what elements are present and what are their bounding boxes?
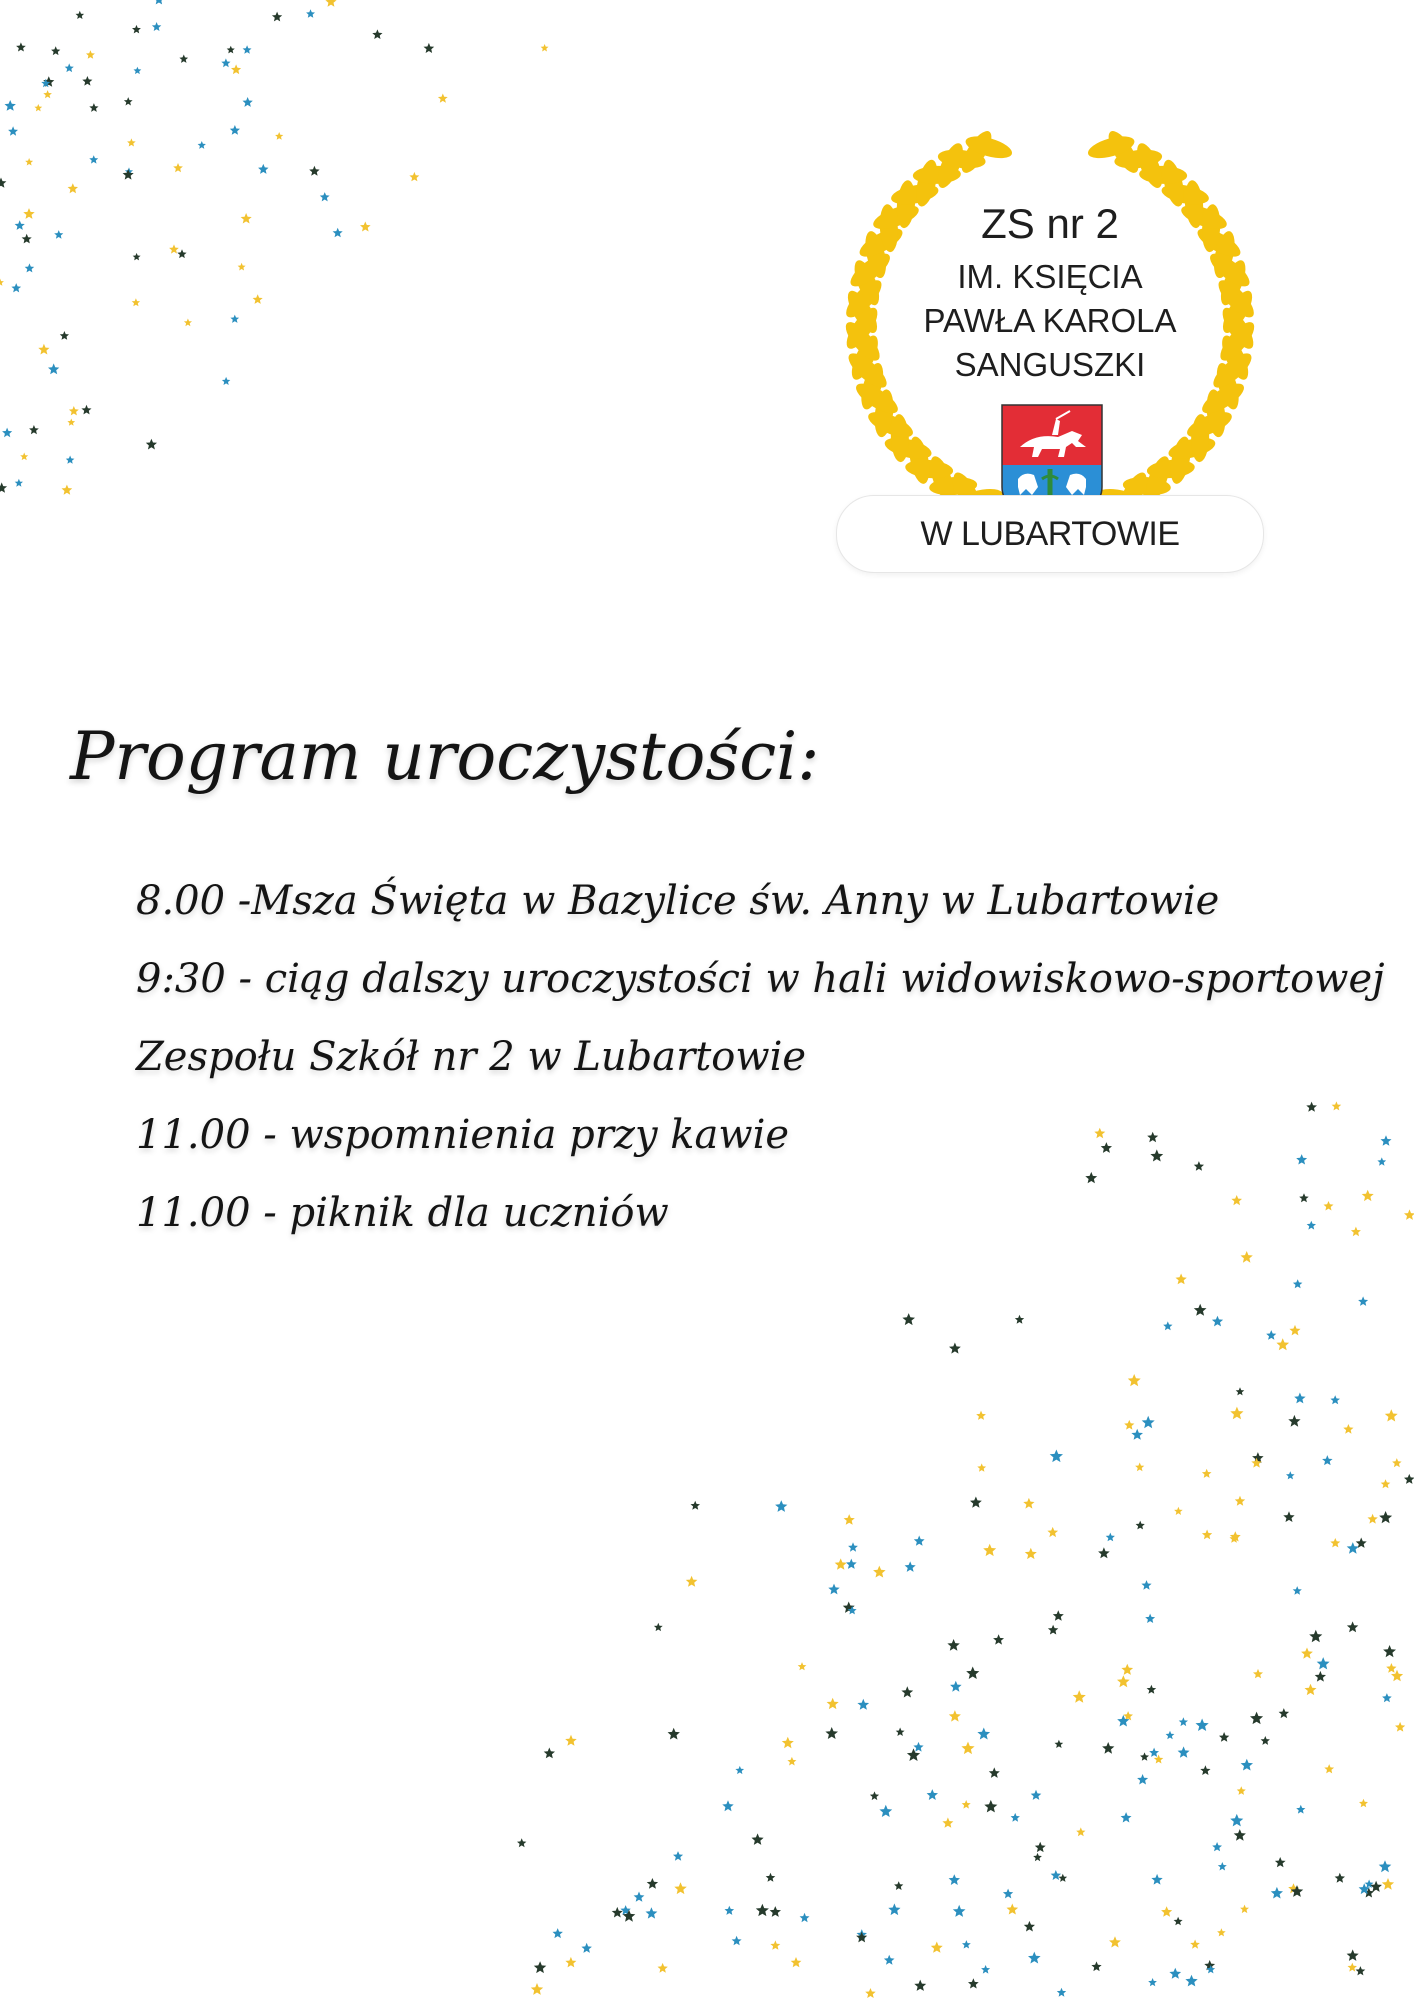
- confetti-star-icon: [134, 67, 142, 74]
- confetti-star-icon: [1023, 1498, 1034, 1509]
- confetti-star-icon: [581, 1943, 592, 1953]
- confetti-star-icon: [325, 0, 336, 7]
- confetti-star-icon: [0, 482, 7, 492]
- confetti-star-icon: [857, 1699, 869, 1710]
- confetti-star-icon: [133, 253, 141, 261]
- confetti-star-icon: [949, 1874, 960, 1885]
- confetti-star-icon: [756, 1904, 769, 1916]
- confetti-star-icon: [89, 155, 98, 163]
- confetti-star-icon: [173, 163, 183, 172]
- confetti-star-icon: [1121, 1812, 1132, 1822]
- confetti-star-icon: [15, 220, 25, 230]
- confetti-star-icon: [1200, 1765, 1210, 1775]
- program-list: [136, 862, 1396, 1252]
- confetti-star-icon: [1379, 1860, 1392, 1872]
- confetti-star-icon: [1241, 1251, 1253, 1263]
- confetti-star-icon: [1276, 1338, 1289, 1350]
- confetti-star-icon: [844, 1514, 855, 1525]
- confetti-star-icon: [306, 9, 315, 17]
- confetti-star-icon: [67, 419, 75, 426]
- confetti-star-icon: [275, 132, 283, 140]
- confetti-star-icon: [1235, 1496, 1245, 1506]
- confetti-star-icon: [1169, 1968, 1181, 1979]
- confetti-star-icon: [38, 344, 49, 355]
- confetti-star-icon: [1048, 1625, 1058, 1635]
- confetti-star-icon: [1007, 1904, 1019, 1915]
- confetti-star-icon: [1365, 1880, 1374, 1888]
- confetti-star-icon: [879, 1805, 892, 1817]
- confetti-star-icon: [953, 1905, 966, 1917]
- confetti-star-icon: [1024, 1921, 1035, 1932]
- confetti-star-icon: [668, 1728, 680, 1740]
- confetti-star-icon: [770, 1940, 780, 1949]
- confetti-star-icon: [222, 377, 230, 385]
- confetti-star-icon: [981, 1965, 990, 1974]
- confetti-star-icon: [1271, 1887, 1283, 1899]
- confetti-star-icon: [791, 1957, 802, 1967]
- confetti-star-icon: [1286, 1471, 1295, 1479]
- confetti-star-icon: [43, 90, 52, 98]
- confetti-star-icon: [1305, 1684, 1317, 1695]
- confetti-star-icon: [732, 1936, 742, 1946]
- confetti-star-icon: [81, 405, 91, 415]
- confetti-star-icon: [1296, 1805, 1305, 1814]
- confetti-star-icon: [1309, 1630, 1322, 1643]
- confetti-star-icon: [828, 1584, 839, 1595]
- confetti-star-icon: [15, 479, 23, 487]
- confetti-star-icon: [127, 138, 136, 146]
- confetti-star-icon: [1392, 1458, 1402, 1467]
- confetti-star-icon: [184, 319, 192, 327]
- confetti-star-icon: [1382, 1878, 1394, 1890]
- confetti-star-icon: [22, 234, 32, 244]
- confetti-star-icon: [1142, 1416, 1155, 1428]
- confetti-star-icon: [1347, 1542, 1359, 1554]
- confetti-star-icon: [942, 1817, 953, 1827]
- confetti-star-icon: [1382, 1693, 1392, 1702]
- confetti-star-icon: [612, 1907, 623, 1918]
- confetti-star-icon: [927, 1789, 938, 1800]
- confetti-star-icon: [1124, 1420, 1134, 1430]
- confetti-star-icon: [231, 64, 241, 74]
- confetti-star-icon: [1025, 1548, 1037, 1559]
- confetti-star-icon: [1131, 1429, 1143, 1440]
- confetti-star-icon: [86, 50, 95, 58]
- confetti-star-icon: [1185, 1975, 1197, 1987]
- confetti-star-icon: [553, 1928, 563, 1938]
- confetti-star-icon: [1301, 1648, 1313, 1659]
- confetti-star-icon: [1250, 1712, 1263, 1725]
- confetti-star-icon: [1028, 1952, 1041, 1964]
- confetti-star-icon: [1347, 1621, 1358, 1632]
- confetti-star-icon: [827, 1698, 839, 1709]
- confetti-star-icon: [132, 298, 140, 306]
- confetti-star-icon: [884, 1955, 895, 1965]
- confetti-star-icon: [68, 183, 78, 193]
- confetti-star-icon: [905, 1561, 916, 1572]
- confetti-star-icon: [409, 172, 419, 181]
- confetti-star-icon: [962, 1800, 971, 1809]
- confetti-star-icon: [1154, 1755, 1163, 1764]
- confetti-star-icon: [1136, 1521, 1145, 1530]
- confetti-star-icon: [1161, 1906, 1172, 1917]
- confetti-star-icon: [66, 456, 75, 464]
- confetti-star-icon: [1057, 1988, 1066, 1997]
- confetti-star-icon: [1253, 1669, 1263, 1678]
- confetti-star-icon: [947, 1639, 959, 1651]
- confetti-star-icon: [1379, 1511, 1392, 1523]
- emblem-patron-line-1: IM. KSIĘCIA: [957, 258, 1143, 295]
- confetti-star-icon: [735, 1766, 744, 1774]
- confetti-star-icon: [1174, 1507, 1183, 1515]
- confetti-star-icon: [825, 1727, 838, 1739]
- confetti-star-icon: [1091, 1961, 1101, 1971]
- confetti-star-icon: [230, 125, 240, 135]
- confetti-star-icon: [54, 230, 63, 239]
- confetti-star-icon: [1348, 1963, 1358, 1972]
- confetti-star-icon: [1047, 1527, 1058, 1537]
- emblem-patron-line-2: PAWŁA KAROLA: [923, 302, 1177, 339]
- confetti-star-icon: [76, 11, 85, 19]
- confetti-star-icon: [1147, 1685, 1157, 1694]
- confetti-star-icon: [646, 1907, 658, 1918]
- confetti-star-icon: [333, 228, 343, 238]
- program-item: 8.00 -Msza Święta w Bazylice św. Anny w Lubartowie: [136, 878, 1220, 924]
- confetti-star-icon: [901, 1686, 913, 1697]
- confetti-star-icon: [914, 1536, 925, 1546]
- confetti-star-icon: [835, 1558, 847, 1569]
- confetti-star-icon: [888, 1903, 900, 1915]
- confetti-star-icon: [1212, 1842, 1222, 1851]
- confetti-star-icon: [634, 1892, 645, 1902]
- confetti-star-icon: [243, 97, 253, 107]
- confetti-star-icon: [89, 103, 98, 112]
- confetti-star-icon: [970, 1497, 982, 1508]
- confetti-star-icon: [124, 97, 133, 105]
- confetti-star-icon: [1166, 1731, 1175, 1739]
- confetti-star-icon: [691, 1501, 701, 1510]
- confetti-star-icon: [1145, 1614, 1155, 1623]
- confetti-star-icon: [541, 44, 549, 52]
- confetti-star-icon: [873, 1566, 886, 1578]
- confetti-star-icon: [989, 1767, 1000, 1778]
- confetti-star-icon: [0, 279, 4, 286]
- confetti-star-icon: [11, 283, 21, 292]
- confetti-star-icon: [309, 166, 319, 176]
- confetti-star-icon: [1151, 1874, 1162, 1885]
- confetti-star-icon: [243, 45, 252, 54]
- confetti-star-icon: [1335, 1873, 1345, 1883]
- confetti-star-icon: [1098, 1547, 1110, 1558]
- confetti-star-icon: [770, 1906, 781, 1917]
- confetti-star-icon: [1109, 1936, 1121, 1947]
- confetti-star-icon: [1174, 1917, 1183, 1926]
- confetti-star-icon: [1033, 1853, 1042, 1861]
- confetti-star-icon: [968, 1978, 979, 1988]
- confetti-star-icon: [902, 1313, 915, 1325]
- confetti-star-icon: [565, 1957, 576, 1968]
- confetti-star-icon: [1358, 1296, 1368, 1306]
- confetti-star-icon: [1234, 1829, 1246, 1841]
- confetti-star-icon: [258, 164, 268, 174]
- confetti-star-icon: [132, 25, 141, 34]
- confetti-star-icon: [60, 331, 69, 340]
- confetti-star-icon: [65, 63, 74, 72]
- confetti-star-icon: [686, 1576, 698, 1587]
- confetti-star-icon: [1230, 1407, 1243, 1420]
- school-emblem: [820, 95, 1280, 585]
- confetti-star-icon: [360, 222, 371, 232]
- confetti-star-icon: [966, 1667, 979, 1680]
- confetti-star-icon: [949, 1710, 961, 1722]
- confetti-star-icon: [931, 1942, 943, 1953]
- confetti-star-icon: [1015, 1315, 1024, 1324]
- confetti-star-icon: [2, 428, 12, 438]
- confetti-star-icon: [722, 1800, 733, 1811]
- confetti-star-icon: [1003, 1889, 1013, 1899]
- confetti-star-icon: [372, 29, 382, 39]
- confetti-star-icon: [1293, 1279, 1303, 1288]
- confetti-star-icon: [1317, 1657, 1330, 1669]
- confetti-star-icon: [272, 12, 282, 22]
- confetti-star-icon: [1059, 1874, 1068, 1882]
- emblem-school-patron: [880, 255, 1220, 387]
- confetti-star-icon: [1117, 1675, 1130, 1687]
- confetti-star-icon: [1288, 1415, 1300, 1427]
- confetti-star-icon: [1279, 1708, 1290, 1718]
- confetti-star-icon: [800, 1913, 810, 1922]
- confetti-star-icon: [544, 1748, 555, 1759]
- confetti-star-icon: [950, 1681, 962, 1692]
- confetti-star-icon: [1011, 1813, 1020, 1822]
- confetti-star-icon: [913, 1742, 923, 1752]
- confetti-star-icon: [775, 1500, 787, 1512]
- confetti-star-icon: [914, 1980, 926, 1991]
- confetti-star-icon: [848, 1542, 858, 1551]
- confetti-star-icon: [1347, 1949, 1359, 1961]
- confetti-star-icon: [1178, 1746, 1190, 1757]
- confetti-star-icon: [1315, 1671, 1326, 1682]
- confetti-star-icon: [896, 1728, 905, 1737]
- confetti-star-icon: [962, 1940, 971, 1948]
- emblem-school-number: ZS nr 2: [981, 200, 1119, 247]
- confetti-star-icon: [1053, 1610, 1064, 1621]
- confetti-star-icon: [1395, 1722, 1405, 1732]
- confetti-star-icon: [1212, 1316, 1223, 1327]
- confetti-star-icon: [1135, 1463, 1144, 1472]
- confetti-star-icon: [241, 213, 252, 224]
- confetti-star-icon: [20, 453, 28, 461]
- confetti-star-icon: [1106, 1533, 1115, 1542]
- confetti-star-icon: [1035, 1842, 1046, 1852]
- confetti-star-icon: [1283, 1511, 1294, 1522]
- confetti-star-icon: [846, 1559, 857, 1569]
- confetti-star-icon: [1050, 1450, 1063, 1463]
- confetti-star-icon: [169, 244, 179, 253]
- confetti-star-icon: [198, 141, 206, 149]
- confetti-star-icon: [5, 100, 16, 111]
- confetti-star-icon: [1202, 1530, 1212, 1540]
- confetti-star-icon: [1149, 1748, 1159, 1757]
- confetti-star-icon: [531, 1983, 543, 1995]
- confetti-star-icon: [48, 363, 59, 374]
- confetti-star-icon: [227, 46, 235, 54]
- confetti-star-icon: [949, 1343, 961, 1354]
- confetti-star-icon: [1076, 1827, 1085, 1836]
- confetti-star-icon: [230, 315, 239, 323]
- confetti-star-icon: [82, 76, 92, 86]
- program-heading: Program uroczystości:: [70, 718, 820, 795]
- confetti-star-icon: [565, 1735, 577, 1746]
- confetti-star-icon: [1368, 1514, 1378, 1524]
- confetti-star-icon: [1128, 1374, 1141, 1386]
- confetti-star-icon: [654, 1623, 663, 1631]
- confetti-star-icon: [1163, 1321, 1172, 1330]
- confetti-star-icon: [1240, 1905, 1249, 1914]
- confetti-star-icon: [253, 294, 263, 304]
- confetti-star-icon: [1383, 1645, 1396, 1657]
- confetti-star-icon: [1141, 1580, 1151, 1590]
- confetti-star-icon: [1194, 1304, 1207, 1316]
- confetti-star-icon: [1237, 1786, 1246, 1795]
- confetti-star-icon: [1236, 1387, 1245, 1395]
- confetti-star-icon: [1202, 1469, 1212, 1478]
- confetti-star-icon: [1140, 1752, 1149, 1760]
- confetti-star-icon: [870, 1791, 879, 1800]
- confetti-star-icon: [782, 1737, 794, 1749]
- confetti-star-icon: [983, 1544, 996, 1556]
- confetti-star-icon: [1275, 1857, 1286, 1867]
- confetti-star-icon: [977, 1728, 990, 1740]
- confetti-star-icon: [1121, 1664, 1133, 1675]
- confetti-star-icon: [1148, 1978, 1157, 1986]
- confetti-star-icon: [1217, 1928, 1226, 1936]
- confetti-star-icon: [1404, 1209, 1414, 1220]
- confetti-star-icon: [1343, 1424, 1353, 1434]
- confetti-star-icon: [1330, 1538, 1340, 1547]
- confetti-star-icon: [673, 1851, 683, 1861]
- confetti-star-icon: [438, 94, 448, 103]
- confetti-star-icon: [238, 263, 246, 271]
- confetti-star-icon: [25, 263, 35, 272]
- confetti-star-icon: [1261, 1736, 1270, 1745]
- confetti-star-icon: [51, 46, 60, 55]
- emblem-patron-line-3: SANGUSZKI: [954, 346, 1146, 383]
- confetti-star-icon: [1218, 1862, 1227, 1871]
- confetti-star-icon: [179, 55, 188, 63]
- confetti-star-icon: [1370, 1881, 1382, 1892]
- program-item: 9:30 - ciąg dalszy uroczystości w hali widowiskowo-sportowej: [136, 956, 1385, 1002]
- confetti-star-icon: [1051, 1870, 1062, 1880]
- confetti-star-icon: [1230, 1814, 1243, 1827]
- confetti-star-icon: [320, 192, 330, 201]
- confetti-star-icon: [647, 1878, 658, 1889]
- confetti-star-icon: [1404, 1474, 1414, 1484]
- confetti-star-icon: [1073, 1690, 1086, 1703]
- confetti-star-icon: [177, 249, 186, 258]
- confetti-star-icon: [1293, 1586, 1302, 1595]
- confetti-star-icon: [34, 104, 42, 111]
- confetti-star-icon: [894, 1881, 903, 1890]
- confetti-star-icon: [8, 126, 18, 135]
- emblem-location-label: W LUBARTOWIE: [836, 495, 1264, 573]
- confetti-star-icon: [993, 1634, 1004, 1644]
- confetti-star-icon: [1289, 1325, 1300, 1336]
- confetti-star-icon: [977, 1463, 986, 1471]
- confetti-star-icon: [146, 439, 157, 450]
- confetti-star-icon: [25, 158, 33, 166]
- confetti-star-icon: [152, 22, 161, 31]
- confetti-star-icon: [752, 1833, 764, 1845]
- confetti-star-icon: [1381, 1479, 1391, 1488]
- confetti-star-icon: [976, 1411, 986, 1420]
- confetti-star-icon: [1031, 1790, 1042, 1800]
- confetti-star-icon: [1385, 1409, 1398, 1421]
- confetti-star-icon: [517, 1838, 526, 1847]
- confetti-star-icon: [961, 1742, 974, 1755]
- confetti-star-icon: [1179, 1717, 1188, 1726]
- confetti-star-icon: [658, 1963, 668, 1973]
- confetti-star-icon: [221, 58, 230, 67]
- confetti-star-icon: [1330, 1395, 1340, 1404]
- confetti-star-icon: [798, 1662, 807, 1670]
- confetti-star-icon: [787, 1757, 796, 1766]
- confetti-star-icon: [725, 1906, 735, 1915]
- confetti-star-icon: [766, 1873, 776, 1882]
- confetti-star-icon: [1356, 1538, 1367, 1548]
- confetti-star-icon: [1386, 1663, 1396, 1673]
- confetti-star-icon: [1359, 1799, 1368, 1808]
- confetti-star-icon: [674, 1882, 687, 1894]
- confetti-star-icon: [154, 0, 164, 4]
- confetti-star-icon: [62, 485, 73, 495]
- confetti-star-icon: [907, 1748, 920, 1761]
- confetti-star-icon: [1294, 1393, 1305, 1404]
- confetti-star-icon: [1102, 1742, 1114, 1754]
- confetti-star-icon: [534, 1961, 547, 1973]
- program-item: 11.00 - wspomnienia przy kawie: [136, 1112, 790, 1158]
- confetti-star-icon: [1356, 1966, 1366, 1975]
- confetti-star-icon: [0, 178, 6, 188]
- confetti-star-icon: [23, 208, 34, 219]
- confetti-star-icon: [424, 43, 435, 53]
- confetti-star-icon: [1055, 1740, 1064, 1748]
- confetti-star-icon: [1137, 1774, 1148, 1785]
- confetti-star-icon: [984, 1800, 997, 1813]
- program-item: 11.00 - piknik dla uczniów: [136, 1190, 669, 1236]
- confetti-star-icon: [1322, 1455, 1333, 1465]
- confetti-star-icon: [69, 406, 79, 415]
- confetti-star-icon: [1241, 1759, 1253, 1771]
- confetti-star-icon: [29, 425, 39, 434]
- confetti-star-icon: [865, 1988, 876, 1998]
- confetti-star-icon: [1176, 1274, 1187, 1285]
- confetti-star-icon: [1266, 1330, 1276, 1340]
- confetti-star-icon: [1324, 1764, 1334, 1773]
- confetti-star-icon: [1219, 1732, 1229, 1742]
- confetti-star-icon: [1190, 1940, 1200, 1949]
- confetti-star-icon: [16, 42, 26, 51]
- confetti-star-icon: [1196, 1719, 1209, 1732]
- program-item: Zespołu Szkół nr 2 w Lubartowie: [136, 1034, 807, 1080]
